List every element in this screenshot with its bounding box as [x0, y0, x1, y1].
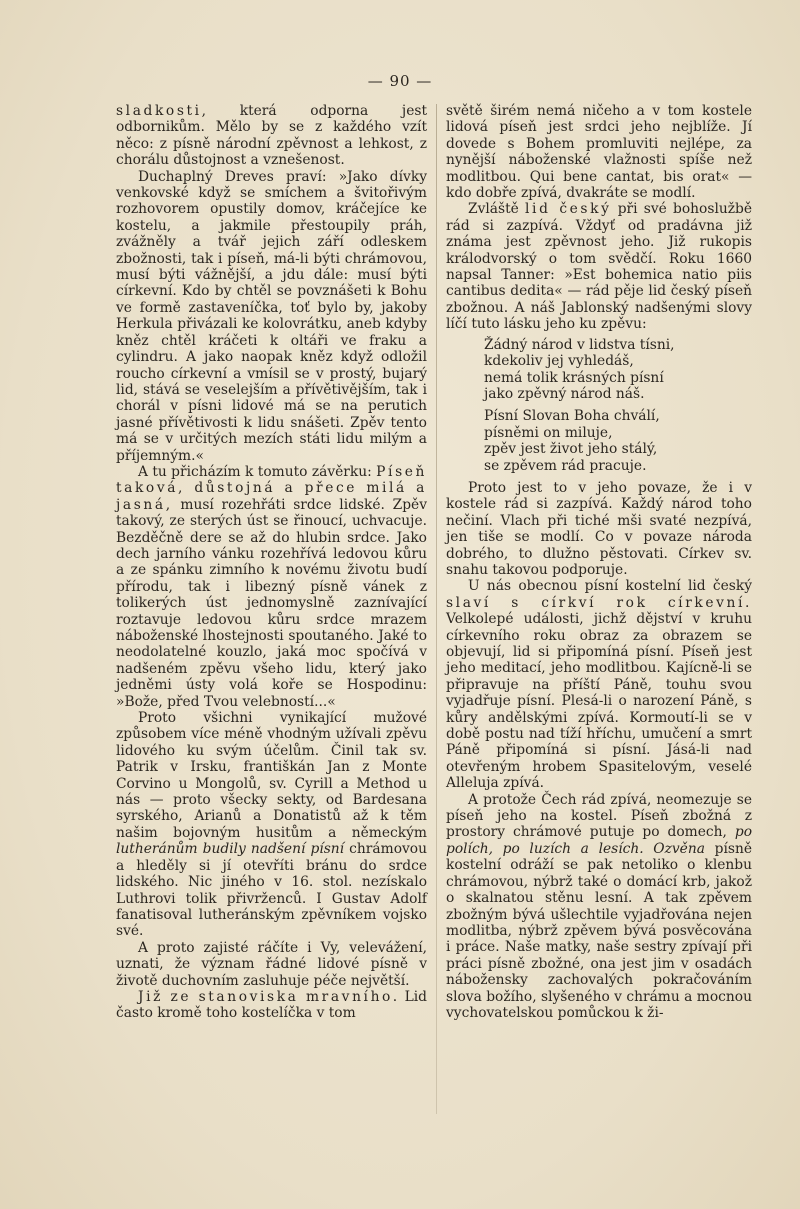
- poem-line: nemá tolik krásných písní: [484, 369, 664, 386]
- spaced-emphasis: Již ze stanoviska mravního.: [138, 988, 400, 1005]
- right-text-column: [446, 103, 752, 1021]
- poem-line: zpěv jest život jeho stálý,: [484, 441, 658, 458]
- poem-line: jako zpěvný národ náš.: [484, 385, 645, 402]
- right-column-intro: [446, 103, 752, 333]
- text-segment: A proto zajisté ráčíte i Vy, velevážení, uznati, že význam řádné lidové písně v životě duchovním zasluhuje péče největší.: [116, 939, 427, 989]
- text-segment: A tu přicházím k tomuto závěrku:: [138, 463, 377, 480]
- text-segment: Proto jest to v jeho povaze, že i v kostele rád si zazpívá. Každý národ toho nečiní. Vlach při tiché mši svaté nezpívá, jen tiše se modlí. Co v povaze národa dobrého, to dlužno pěstovati. Církev sv. snahu takovou podporuje.: [446, 479, 752, 578]
- column-divider: [436, 104, 437, 1114]
- poem-stanza: [484, 408, 752, 474]
- poem-line: písněmi on miluje,: [484, 424, 613, 441]
- text-segment: Lid často kromě toho kostelíčka v tom: [116, 988, 427, 1022]
- paragraph: [116, 169, 427, 464]
- paragraph: [116, 710, 427, 940]
- spaced-emphasis: sladkosti: [116, 103, 202, 119]
- page-number: — 90 —: [367, 72, 433, 90]
- spaced-emphasis: Píseň taková, důstojná a přece milá a jasná,: [116, 463, 427, 513]
- poem-line: Písní Slovan Boha chválí,: [484, 408, 660, 425]
- poem-line: Žádný národ v lidstva tísni,: [484, 336, 675, 353]
- left-text-column: [116, 103, 427, 1022]
- paragraph: [446, 201, 752, 332]
- text-segment: Proto všichni vynikající mužové způsobem více méně vhodným užívali zpěvu lidového ku svým účelům. Činil tak sv. Patrik v Irsku, františkán Jan z Monte Corvino u Mongolů, sv. Cyrill a Method u nás — proto všecky sekty, od Bardesana syrského, Arianů a Donatistů až k těm našim bojovným husitům a německým: [116, 710, 427, 841]
- text-segment: písně kostelní odráží se pak netoliko o klenbu chrámovou, nýbrž také o domácí krb, jakož o skalnatou stěnu lesní. A tak zpěvem zbožným bývá ušlechtile vyjadřována nejen modlitba, nýbrž zpěvem bývá posvěcována i práce. Naše matky, naše sestry zpívají při práci písně zbožné, ona jest jim v osadách nábožensky zachovalých pokračováním slova božího, slyšeného v chrámu a mocnou vychovatelskou pomůckou k ži-: [446, 840, 752, 1021]
- text-segment: světě širém nemá ničeho a v tom kostele lidová píseň jest srdci jeho nejblíže. Jí dovede s Bohem promluviti nejlépe, za nynější náboženské vlažnosti spíše než modlitbou. Qui bene cantat, bis orat« — kdo dobře zpívá, dvakráte se modlí.: [446, 103, 752, 202]
- paragraph: [116, 940, 427, 989]
- paragraph: [446, 480, 752, 578]
- italic-emphasis: lutheránům budily nadšení písní: [116, 841, 345, 858]
- text-segment: chrámovou a hleděly si jí otevříti bránu do srdce lidského. Nic jiného v 16. stol. nezískalo Luthrovi tolik přivrženců. I Gustav Adolf fanatisoval lutheránským zpěvníkem vojsko své.: [116, 841, 427, 940]
- text-segment: Duchaplný Dreves praví: »Jako dívky venkovské když se smíchem a švitořivým rozhovorem opustily domov, kráčejíce ke kostelu, a jakmile přestoupily práh, zvážněly a tvář jejich září odleskem zbožnosti, tak i píseň, má-li býti chrámovou, musí býti vážnější, a jdu dále: musí býti církevní. Kdo by chtěl se povznášeti k Bohu ve formě zastaveníčka, toť bylo by, jakoby Herkula přivázali ke kolovrátku, aneb kdyby kněz chtěl kráčeti k oltáři ve fraku a cylindru. A jako naopak kněz když odložil roucho církevní a vmísil se v prostý, bujarý lid, stává se veselejším a přívětivějším, tak i chorál v písni lidové má se na perutich jasné přívětivosti k lidu snášeti. Zpěv tento má se v určitých mezích státi lidu milým a příjemným.«: [116, 168, 427, 464]
- text-segment: Velkolepé události, jichž dějství v kruhu církevního roku obraz za obrazem se objevují, lid si připomíná písní. Píseň jest jeho meditací, jeho modlitbou. Kajícně-li se připravuje na příští Páně, touhu svou vyjadřuje písní. Plesá-li o narození Páně, s kůry andělskými zpívá. Kormoutí-li se v době postu nad tíží hříchu, umučení a smrt Páně připomíná si písní. Jásá-li nad otevřeným hrobem Spasitelovým, veselé Alleluja zpívá.: [446, 611, 752, 792]
- text-segment: U nás obecnou písní kostelní lid český: [468, 578, 752, 595]
- italic-emphasis: po polích, po luzích a lesích. Ozvěna: [446, 824, 752, 857]
- text-segment: při své bohoslužbě rád si zazpívá. Vždyť od pradávna již známa jest zpěvnost jeho. Již rukopis králodvorský o tom svědčí. Roku 1660 napsal Tanner: »Est bohemica natio piis cantibus dedita« — rád pěje lid český píseň zbožnou. A náš Jablonský nadšenými slovy líčí tuto lásku jeho ku zpěvu:: [446, 201, 753, 333]
- paragraph: [116, 989, 427, 1022]
- spaced-emphasis: slaví s církví rok církevní.: [446, 594, 752, 611]
- paragraph: [446, 578, 752, 791]
- right-column-continuation: [446, 480, 752, 1021]
- poem: [484, 337, 752, 474]
- poem-stanza: [484, 337, 752, 403]
- text-segment: musí rozehřáti srdce lidské. Zpěv takový, ze sterých úst se řinoucí, uchvacuje. Bezděčně dere se až do hlubin srdce. Jako dech jarního vánku rozehřívá ledovou kůru a ze spánku zimního k novému životu budí přírodu, tak i libezný písně vánek z tolikerých úst jednomyslně zaznívající roztavuje ledovou kůru srdce mrazem náboženské lhostejnosti spoutaného. Jaké to neodolatelné kouzlo, jaká moc spočívá v nadšeném zpěvu všeho lidu, který jako jedněmi ústy volá koře se Hospodinu: »Bože, před Tvou velebností...«: [116, 496, 427, 710]
- paragraph: [446, 792, 752, 1022]
- text-segment: , která odporna jest odbornikům. Mělo by se z každého vzít něco: z písně národní zpěvnost a lehkost, z chorálu důstojnost a vznešenost.: [116, 103, 427, 169]
- spaced-emphasis: lid český: [525, 201, 612, 218]
- poem-line: se zpěvem rád pracuje.: [484, 457, 647, 474]
- paragraph: [116, 103, 427, 169]
- text-segment: Zvláště: [468, 201, 526, 218]
- poem-line: kdekoliv jej vyhledáš,: [484, 353, 634, 370]
- text-segment: A protože Čech rád zpívá, neomezuje se píseň jeho na kostel. Píseň zbožná z prostory chrámové putuje po domech,: [446, 791, 752, 841]
- paragraph: [446, 103, 752, 201]
- paragraph: [116, 464, 427, 710]
